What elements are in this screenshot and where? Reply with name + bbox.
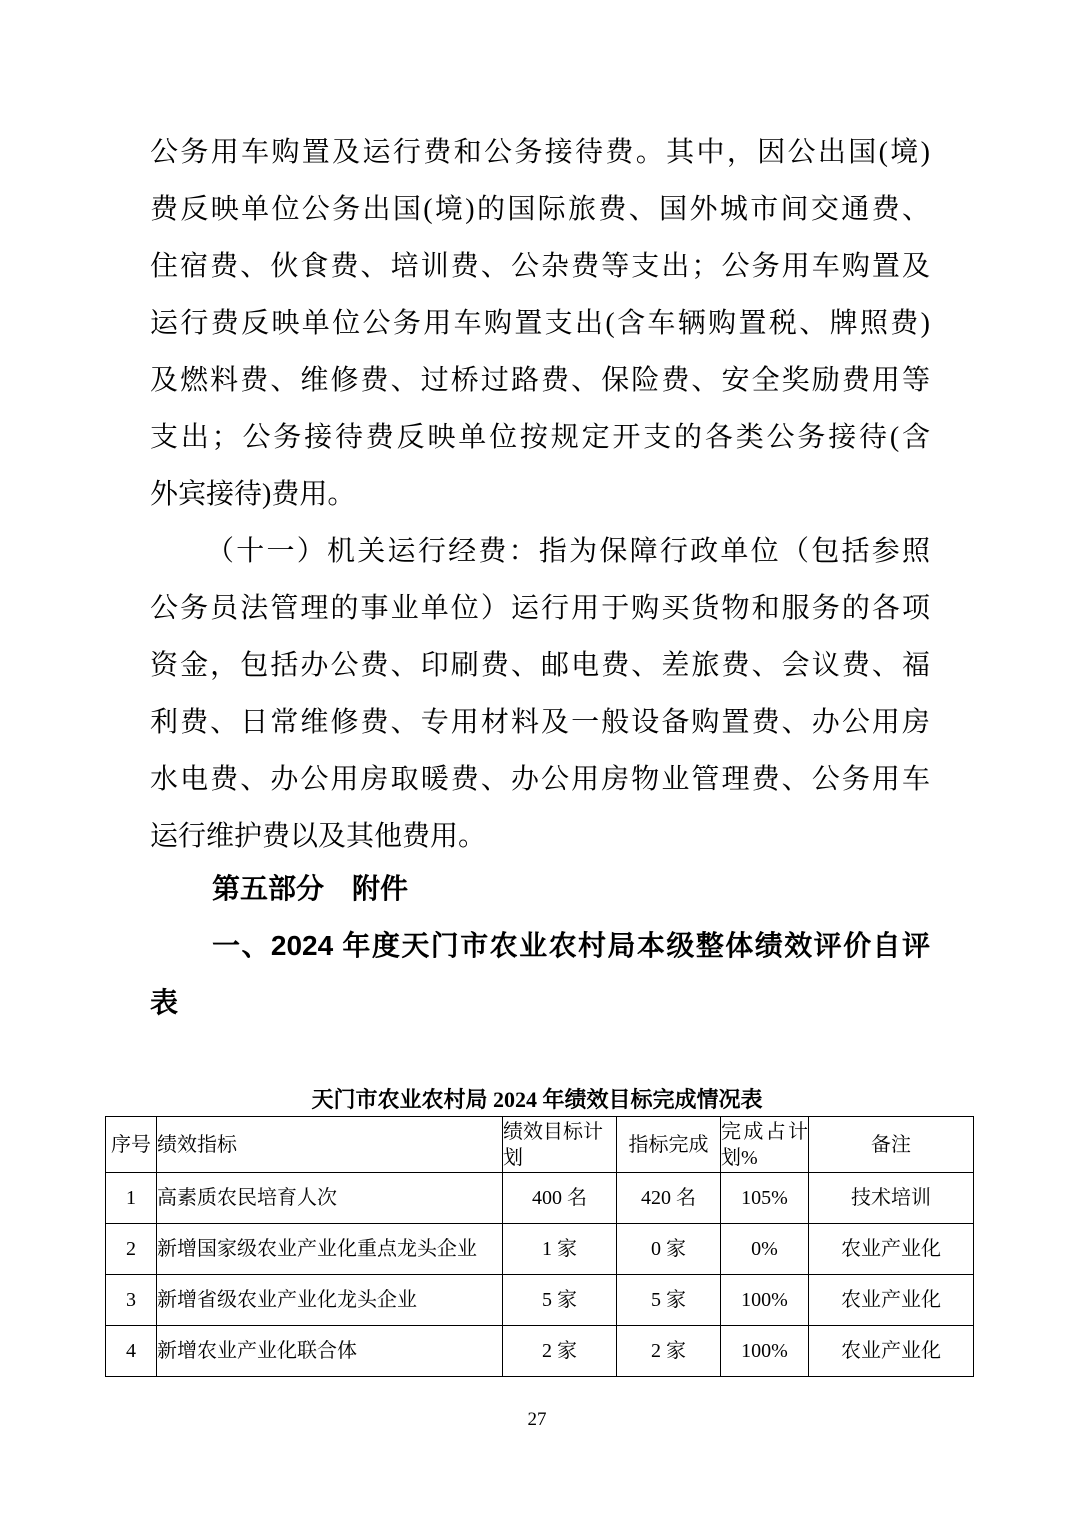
table-cell: 1 家 — [503, 1224, 617, 1275]
table-cell: 农业产业化 — [809, 1326, 974, 1377]
table-cell: 新增省级农业产业化龙头企业 — [157, 1275, 503, 1326]
column-header: 序号 — [106, 1117, 157, 1173]
table-title: 天门市农业农村局 2024 年绩效目标完成情况表 — [311, 1087, 763, 1112]
table-cell: 2 家 — [617, 1326, 721, 1377]
table-cell: 0 家 — [617, 1224, 721, 1275]
paragraph-line: 支出；公务接待费反映单位按规定开支的各类公务接待(含 — [150, 422, 930, 453]
paragraph-line: （十一）机关运行经费：指为保障行政单位（包括参照 — [206, 536, 930, 567]
column-header: 备注 — [809, 1117, 974, 1173]
paragraph-line: 及燃料费、维修费、过桥过路费、保险费、安全奖励费用等 — [150, 365, 930, 396]
table-cell: 400 名 — [503, 1173, 617, 1224]
table-body — [106, 1173, 974, 1377]
table-cell: 105% — [721, 1173, 809, 1224]
paragraph-line: 外宾接待)费用。 — [150, 479, 356, 510]
column-header: 完成占计划% — [721, 1117, 809, 1173]
column-header: 绩效指标 — [157, 1117, 503, 1173]
table-cell: 高素质农民培育人次 — [157, 1173, 503, 1224]
section-headings — [150, 860, 930, 1031]
table-cell: 2 — [106, 1224, 157, 1275]
table-cell: 5 家 — [503, 1275, 617, 1326]
body-text — [150, 124, 930, 865]
table-row — [106, 1326, 974, 1377]
table-row — [106, 1173, 974, 1224]
table-header — [106, 1117, 974, 1173]
paragraph-line: 水电费、办公用房取暖费、办公用房物业管理费、公务用车 — [150, 764, 930, 795]
table-row — [106, 1275, 974, 1326]
table-cell: 技术培训 — [809, 1173, 974, 1224]
table-cell: 3 — [106, 1275, 157, 1326]
table-cell: 新增国家级农业产业化重点龙头企业 — [157, 1224, 503, 1275]
attachment1-heading-line2: 表 — [150, 987, 179, 1018]
table-cell: 农业产业化 — [809, 1224, 974, 1275]
table-cell: 100% — [721, 1326, 809, 1377]
attachment1-heading-line1: 一、2024 年度天门市农业农村局本级整体绩效评价自评 — [212, 930, 930, 961]
table-cell: 新增农业产业化联合体 — [157, 1326, 503, 1377]
page-number: 27 — [527, 1409, 547, 1430]
table-cell: 0% — [721, 1224, 809, 1275]
paragraph-line: 公务员法管理的事业单位）运行用于购买货物和服务的各项 — [150, 593, 930, 624]
table-cell: 2 家 — [503, 1326, 617, 1377]
paragraph-line: 运行维护费以及其他费用。 — [150, 821, 487, 852]
table-cell: 5 家 — [617, 1275, 721, 1326]
column-header: 指标完成 — [617, 1117, 721, 1173]
table-header-row — [106, 1117, 974, 1173]
table-cell: 4 — [106, 1326, 157, 1377]
paragraph-line: 利费、日常维修费、专用材料及一般设备购置费、办公用房 — [150, 707, 930, 738]
table-row — [106, 1224, 974, 1275]
part5-heading: 第五部分 附件 — [212, 873, 409, 904]
table-cell: 100% — [721, 1275, 809, 1326]
table-cell: 420 名 — [617, 1173, 721, 1224]
column-header: 绩效目标计划 — [503, 1117, 617, 1173]
paragraph-line: 住宿费、伙食费、培训费、公杂费等支出；公务用车购置及 — [150, 251, 930, 282]
table-cell: 1 — [106, 1173, 157, 1224]
paragraph-line: 公务用车购置及运行费和公务接待费。其中，因公出国(境) — [150, 137, 930, 168]
paragraph-line: 资金，包括办公费、印刷费、邮电费、差旅费、会议费、福 — [150, 650, 930, 681]
paragraph-line: 运行费反映单位公务用车购置支出(含车辆购置税、牌照费) — [150, 308, 930, 339]
paragraph-line: 费反映单位公务出国(境)的国际旅费、国外城市间交通费、 — [150, 194, 930, 225]
performance-table — [105, 1116, 974, 1377]
table-cell: 农业产业化 — [809, 1275, 974, 1326]
